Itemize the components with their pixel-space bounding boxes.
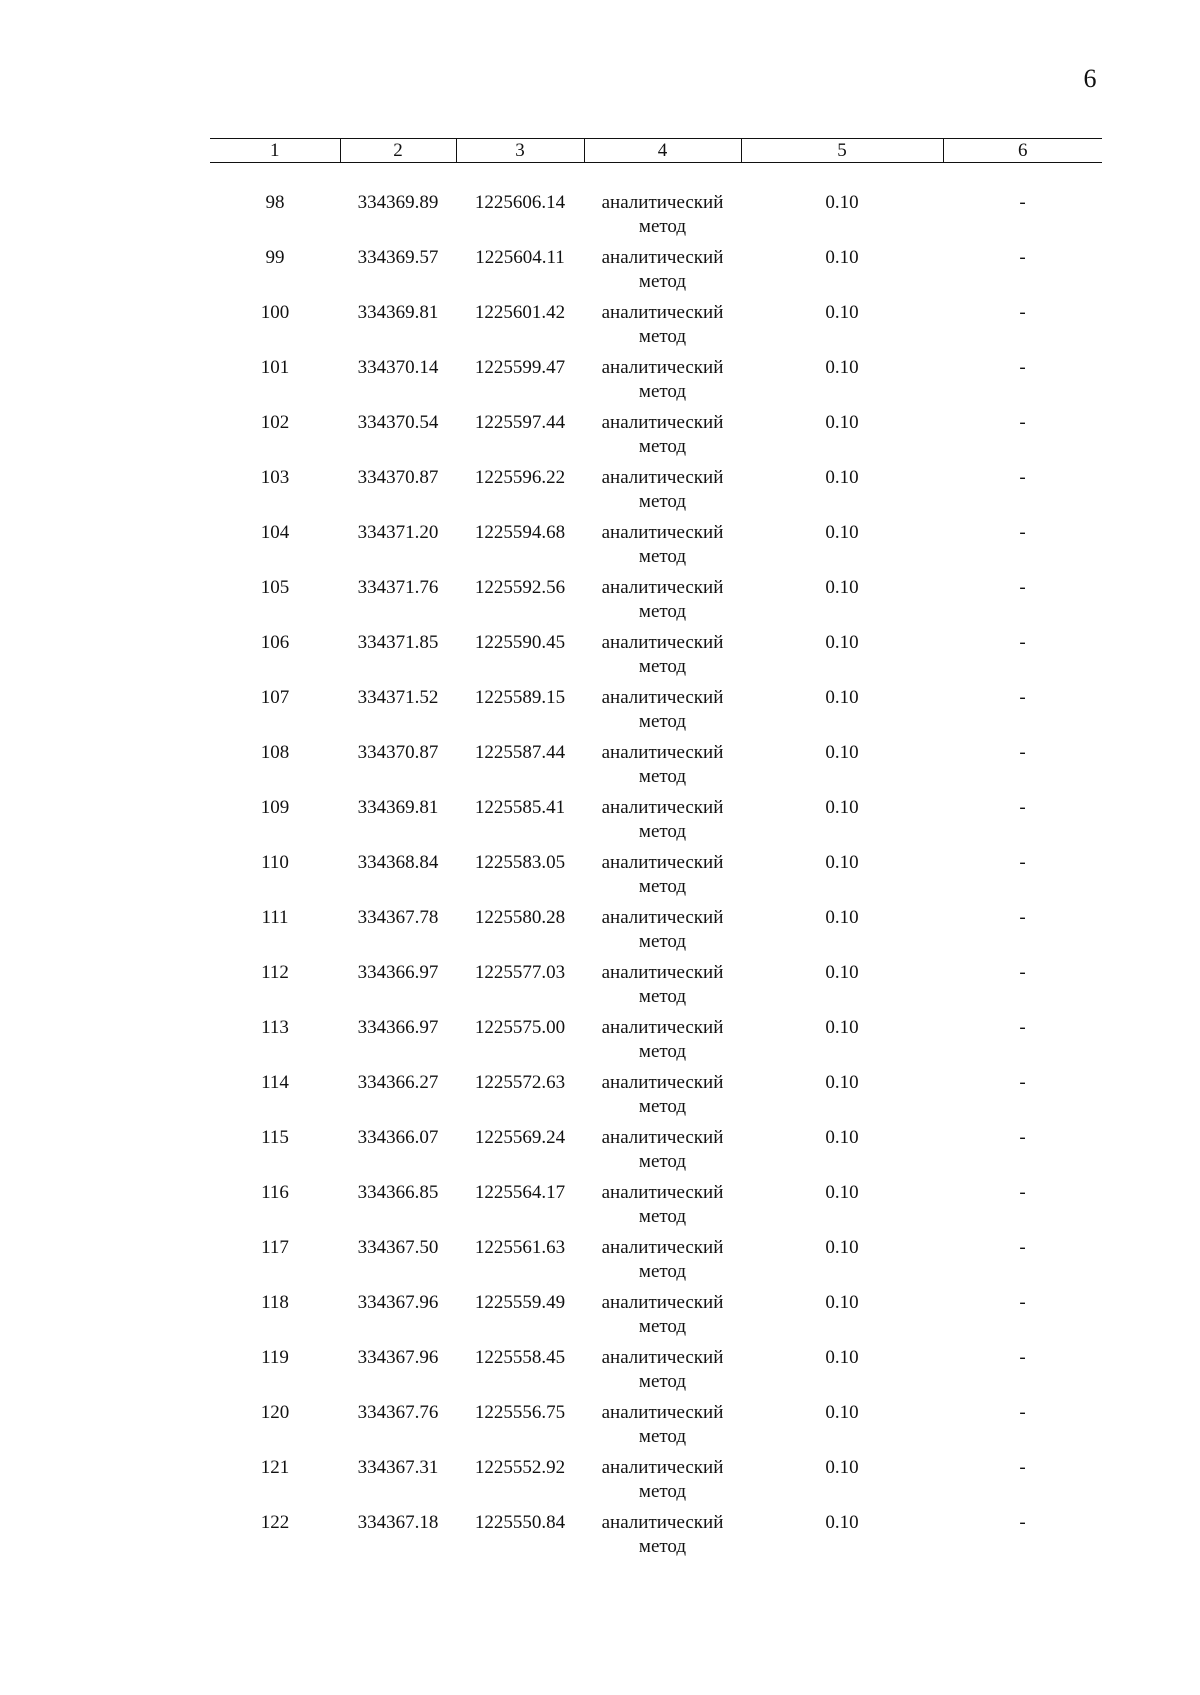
method-line-1: аналитический [601,742,724,763]
method-line-2: метод [638,491,687,512]
accuracy-cell: 0.10 [825,962,859,983]
note-cell: - [1019,577,1026,598]
method-line-2: метод [638,1316,687,1337]
method-line-1: аналитический [601,1017,724,1038]
method-line-1: аналитический [601,1127,724,1148]
table-row [210,1511,1102,1566]
accuracy-cell: 0.10 [825,1072,859,1093]
note-cell: - [1019,1017,1026,1038]
method-cell [584,521,741,576]
method-cell [584,961,741,1016]
coordinate-y-cell: 1225575.00 [474,1017,566,1038]
page-number: 6 [1083,64,1097,93]
coordinate-x-cell: 334368.84 [357,852,439,873]
note-cell: - [1019,962,1026,983]
method-line-2: метод [638,1371,687,1392]
coordinate-y-cell: 1225556.75 [474,1402,566,1423]
method-line-2: метод [638,1261,687,1282]
method-line-1: аналитический [601,962,724,983]
table-row [210,246,1102,301]
accuracy-cell: 0.10 [825,302,859,323]
method-line-1: аналитический [601,467,724,488]
accuracy-cell: 0.10 [825,907,859,928]
method-line-2: метод [638,1481,687,1502]
note-cell: - [1019,1512,1026,1533]
point-number-cell: 110 [261,852,289,873]
method-line-1: аналитический [601,302,724,323]
method-line-1: аналитический [601,1402,724,1423]
coordinate-y-cell: 1225587.44 [474,742,566,763]
accuracy-cell: 0.10 [825,687,859,708]
method-line-1: аналитический [601,632,724,653]
note-cell: - [1019,1292,1026,1313]
method-line-2: метод [638,931,687,952]
table-row [210,1456,1102,1511]
method-line-2: метод [638,601,687,622]
coordinate-y-cell: 1225601.42 [474,302,566,323]
accuracy-cell: 0.10 [825,577,859,598]
method-cell [584,1346,741,1401]
table-body [210,163,1102,1567]
point-number-cell: 100 [260,302,290,323]
accuracy-cell: 0.10 [825,192,859,213]
note-cell: - [1019,522,1026,543]
note-cell: - [1019,1072,1026,1093]
method-cell [584,246,741,301]
method-cell [584,466,741,521]
method-line-2: метод [638,216,687,237]
point-number-cell: 114 [261,1072,289,1093]
point-number-cell: 121 [260,1457,290,1478]
coordinate-y-cell: 1225604.11 [475,247,565,268]
accuracy-cell: 0.10 [825,1127,859,1148]
coordinate-y-cell: 1225596.22 [474,467,566,488]
accuracy-cell: 0.10 [825,1017,859,1038]
method-cell [584,686,741,741]
point-number-cell: 113 [261,1017,289,1038]
note-cell: - [1019,1347,1026,1368]
table-row [210,163,1102,247]
coordinate-y-cell: 1225572.63 [474,1072,566,1093]
coordinates-table [210,138,1102,1566]
table-row [210,796,1102,851]
method-line-1: аналитический [601,577,724,598]
method-line-1: аналитический [601,1072,724,1093]
coordinate-x-cell: 334367.78 [357,907,439,928]
point-number-cell: 118 [261,1292,289,1313]
accuracy-cell: 0.10 [825,357,859,378]
method-cell [584,1291,741,1346]
point-number-cell: 102 [260,412,290,433]
header-col-2: 2 [340,139,456,163]
header-col-1: 1 [210,139,340,163]
table-row [210,411,1102,466]
coordinate-x-cell: 334366.85 [357,1182,439,1203]
coordinate-y-cell: 1225559.49 [474,1292,566,1313]
table-row [210,356,1102,411]
method-cell [584,1236,741,1291]
note-cell: - [1019,1127,1026,1148]
point-number-cell: 106 [260,632,290,653]
coordinate-y-cell: 1225561.63 [474,1237,566,1258]
method-cell [584,411,741,466]
point-number-cell: 101 [260,357,290,378]
coordinate-x-cell: 334367.31 [357,1457,439,1478]
method-line-1: аналитический [601,522,724,543]
coordinate-x-cell: 334369.81 [357,302,439,323]
note-cell: - [1019,687,1026,708]
method-line-1: аналитический [601,797,724,818]
coordinate-x-cell: 334371.85 [357,632,439,653]
table-row [210,466,1102,521]
coordinate-y-cell: 1225606.14 [474,192,566,213]
method-cell [584,1181,741,1236]
coordinate-y-cell: 1225569.24 [474,1127,566,1148]
coordinate-x-cell: 334367.50 [357,1237,439,1258]
accuracy-cell: 0.10 [825,742,859,763]
coordinate-y-cell: 1225589.15 [474,687,566,708]
method-line-1: аналитический [601,1292,724,1313]
note-cell: - [1019,1182,1026,1203]
table-row [210,686,1102,741]
table-row [210,521,1102,576]
accuracy-cell: 0.10 [825,1457,859,1478]
method-line-1: аналитический [601,247,724,268]
table-row [210,631,1102,686]
coordinate-x-cell: 334366.97 [357,962,439,983]
table-row [210,906,1102,961]
method-cell [584,1126,741,1181]
accuracy-cell: 0.10 [825,1512,859,1533]
coordinate-y-cell: 1225583.05 [474,852,566,873]
point-number-cell: 99 [265,247,285,268]
coordinate-x-cell: 334366.27 [357,1072,439,1093]
accuracy-cell: 0.10 [825,247,859,268]
method-cell [584,163,741,247]
method-cell [584,906,741,961]
note-cell: - [1019,632,1026,653]
method-line-1: аналитический [601,907,724,928]
accuracy-cell: 0.10 [825,467,859,488]
accuracy-cell: 0.10 [825,1402,859,1423]
table-row [210,576,1102,631]
coordinate-y-cell: 1225558.45 [474,1347,566,1368]
method-line-2: метод [638,766,687,787]
coordinate-x-cell: 334367.18 [357,1512,439,1533]
point-number-cell: 105 [260,577,290,598]
table-row [210,961,1102,1016]
coordinate-x-cell: 334369.57 [357,247,439,268]
method-line-2: метод [638,436,687,457]
coordinate-y-cell: 1225550.84 [474,1512,566,1533]
accuracy-cell: 0.10 [825,632,859,653]
point-number-cell: 122 [260,1512,290,1533]
coordinate-x-cell: 334371.76 [357,577,439,598]
method-line-2: метод [638,986,687,1007]
point-number-cell: 112 [261,962,289,983]
coordinate-x-cell: 334367.76 [357,1402,439,1423]
note-cell: - [1019,852,1026,873]
method-line-2: метод [638,656,687,677]
method-cell [584,1511,741,1566]
point-number-cell: 107 [260,687,290,708]
coordinate-x-cell: 334367.96 [357,1292,439,1313]
header-row [210,139,1102,163]
coordinate-y-cell: 1225594.68 [474,522,566,543]
point-number-cell: 103 [260,467,290,488]
method-line-2: метод [638,1096,687,1117]
method-line-2: метод [638,1151,687,1172]
coordinate-x-cell: 334369.89 [357,192,439,213]
table-row [210,1236,1102,1291]
accuracy-cell: 0.10 [825,412,859,433]
coordinate-x-cell: 334366.97 [357,1017,439,1038]
point-number-cell: 98 [265,192,285,213]
coordinate-y-cell: 1225599.47 [474,357,566,378]
method-cell [584,1016,741,1071]
method-line-1: аналитический [601,852,724,873]
note-cell: - [1019,247,1026,268]
accuracy-cell: 0.10 [825,1237,859,1258]
point-number-cell: 117 [261,1237,289,1258]
method-line-1: аналитический [601,1457,724,1478]
coordinate-y-cell: 1225580.28 [474,907,566,928]
note-cell: - [1019,412,1026,433]
point-number-cell: 119 [261,1347,289,1368]
accuracy-cell: 0.10 [825,1182,859,1203]
method-line-2: метод [638,271,687,292]
method-cell [584,851,741,906]
method-cell [584,301,741,356]
point-number-cell: 115 [261,1127,289,1148]
note-cell: - [1019,302,1026,323]
header-col-3: 3 [456,139,584,163]
method-line-1: аналитический [601,1182,724,1203]
header-col-4: 4 [584,139,741,163]
accuracy-cell: 0.10 [825,852,859,873]
table-row [210,1126,1102,1181]
table-row [210,1346,1102,1401]
method-line-2: метод [638,1536,687,1557]
note-cell: - [1019,1457,1026,1478]
table-row [210,851,1102,906]
note-cell: - [1019,1402,1026,1423]
coordinate-y-cell: 1225552.92 [474,1457,566,1478]
method-cell [584,631,741,686]
method-line-2: метод [638,1206,687,1227]
coordinate-y-cell: 1225590.45 [474,632,566,653]
method-line-1: аналитический [601,1237,724,1258]
note-cell: - [1019,742,1026,763]
header-col-5: 5 [741,139,943,163]
coordinate-x-cell: 334371.52 [357,687,439,708]
method-line-2: метод [638,821,687,842]
coordinate-x-cell: 334371.20 [357,522,439,543]
coordinate-y-cell: 1225564.17 [474,1182,566,1203]
point-number-cell: 111 [261,907,289,928]
coordinate-y-cell: 1225592.56 [474,577,566,598]
method-cell [584,1456,741,1511]
method-cell [584,741,741,796]
coordinates-table-sheet [210,138,1102,1566]
table-row [210,1071,1102,1126]
table-row [210,301,1102,356]
coordinate-x-cell: 334367.96 [357,1347,439,1368]
point-number-cell: 104 [260,522,290,543]
coordinate-y-cell: 1225585.41 [474,797,566,818]
coordinate-x-cell: 334370.14 [357,357,439,378]
method-line-1: аналитический [601,357,724,378]
method-line-2: метод [638,546,687,567]
table-row [210,1181,1102,1236]
table-row [210,741,1102,796]
method-line-2: метод [638,1426,687,1447]
note-cell: - [1019,467,1026,488]
table-row [210,1291,1102,1346]
point-number-cell: 108 [260,742,290,763]
method-line-1: аналитический [601,412,724,433]
coordinate-y-cell: 1225577.03 [474,962,566,983]
point-number-cell: 109 [260,797,290,818]
header-col-6: 6 [943,139,1102,163]
coordinate-x-cell: 334370.54 [357,412,439,433]
accuracy-cell: 0.10 [825,797,859,818]
method-line-2: метод [638,876,687,897]
point-number-cell: 120 [260,1402,290,1423]
coordinate-x-cell: 334369.81 [357,797,439,818]
method-cell [584,1071,741,1126]
point-number-cell: 116 [261,1182,289,1203]
method-cell [584,796,741,851]
method-line-2: метод [638,381,687,402]
method-line-2: метод [638,1041,687,1062]
accuracy-cell: 0.10 [825,1347,859,1368]
method-line-1: аналитический [601,687,724,708]
method-line-1: аналитический [601,1347,724,1368]
note-cell: - [1019,797,1026,818]
method-cell [584,1401,741,1456]
coordinate-x-cell: 334370.87 [357,742,439,763]
note-cell: - [1019,192,1026,213]
coordinate-x-cell: 334370.87 [357,467,439,488]
method-line-1: аналитический [601,192,724,213]
method-cell [584,576,741,631]
method-cell [584,356,741,411]
table-row [210,1401,1102,1456]
accuracy-cell: 0.10 [825,1292,859,1313]
method-line-2: метод [638,711,687,732]
coordinate-y-cell: 1225597.44 [474,412,566,433]
method-line-1: аналитический [601,1512,724,1533]
note-cell: - [1019,357,1026,378]
note-cell: - [1019,907,1026,928]
table-header [210,139,1102,163]
coordinate-x-cell: 334366.07 [357,1127,439,1148]
note-cell: - [1019,1237,1026,1258]
accuracy-cell: 0.10 [825,522,859,543]
table-row [210,1016,1102,1071]
method-line-2: метод [638,326,687,347]
